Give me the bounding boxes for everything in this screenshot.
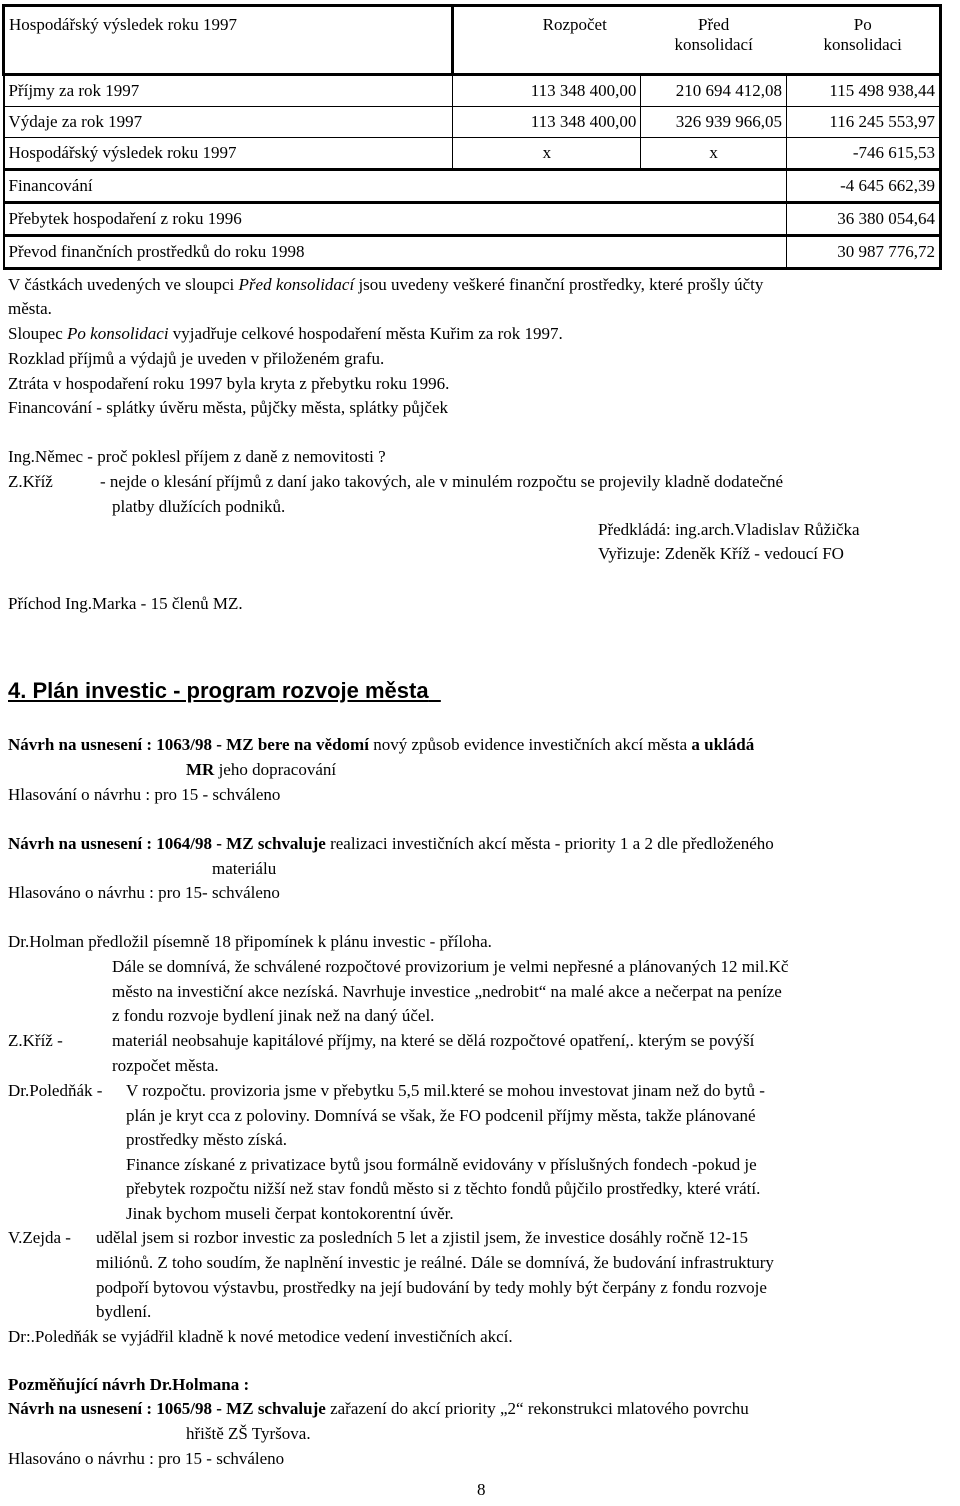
speaker-zejda: V.Zejda -	[8, 1228, 71, 1247]
table-row	[4, 170, 941, 203]
vote-1064: Hlasováno o návrhu : pro 15- schváleno	[8, 883, 280, 902]
holman-line-1: Dr.Holman předložil písemně 18 připomínek k plánu investic - příloha.	[8, 932, 492, 951]
table-row	[4, 75, 941, 107]
note-1-emph: Před konsolidací	[238, 275, 355, 294]
row-po: 115 498 938,44	[786, 75, 940, 107]
poled-line-2: plán je kryt cca z poloviny. Domnívá se však, že FO podcenil příjmy města, takže plánované	[126, 1106, 756, 1125]
table-header-row	[4, 6, 941, 75]
vyrizuje: Vyřizuje: Zdeněk Kříž - vedoucí FO	[598, 544, 844, 563]
row-rozpocet: 113 348 400,00	[453, 75, 641, 107]
answer-kriz-2: platby dlužících podniků.	[112, 497, 286, 516]
header-label: Hospodářský výsledek roku 1997	[4, 6, 453, 75]
row-pred: 210 694 412,08	[641, 75, 787, 107]
row-rozpocet: x	[453, 138, 641, 170]
speaker-poledňák: Dr.Poledňák -	[8, 1081, 103, 1100]
predklada: Předkládá: ing.arch.Vladislav Růžička	[598, 520, 860, 539]
header-pred: Před konsolidací	[641, 6, 787, 75]
note-1: V částkách uvedených ve sloupci Před konsolidací jsou uvedeny veškeré finanční prostředky, které prošly účty	[8, 275, 764, 294]
row-label: Výdaje za rok 1997	[4, 107, 453, 138]
kriz-line-2: rozpočet města.	[112, 1056, 219, 1075]
zejda-line-1: udělal jsem si rozbor investic za posledních 5 let a zjistil jsem, že investice dosáhly ročně 12-15	[96, 1228, 748, 1247]
speaker-kriz-2: Z.Kříž -	[8, 1031, 63, 1050]
zejda-line-3: podpoří bytovou výstavbu, prostředky na její budování by tedy mohly být čerpány z fondu rozvoje	[96, 1278, 767, 1297]
row-po: 116 245 553,97	[786, 107, 940, 138]
resolution-1064-cont: materiálu	[212, 859, 277, 878]
question-nemec: Ing.Němec - proč poklesl příjem z daně z nemovitosti ?	[8, 447, 386, 466]
table-row	[4, 203, 941, 236]
vote-1063: Hlasování o návrhu : pro 15 - schváleno	[8, 785, 281, 804]
resolution-1065: Návrh na usnesení : 1065/98 - MZ schvaluje zařazení do akcí priority „2“ rekonstrukci mlatového povrchu	[8, 1399, 749, 1418]
header-rozpocet: Rozpočet	[453, 6, 641, 75]
note-3: Rozklad příjmů a výdajů je uveden v přiloženém grafu.	[8, 349, 385, 368]
holman-line-3: město na investiční akce nezíská. Navrhuje investice „nedrobit“ na malé akce a nečerpat na peníze	[112, 982, 782, 1001]
kriz-line-1: materiál neobsahuje kapitálové příjmy, na které se dělá rozpočtové opatření,. kterým se povýší	[112, 1031, 755, 1050]
note-2: Sloupec Po konsolidaci vyjadřuje celkové hospodaření města Kuřim za rok 1997.	[8, 324, 563, 343]
poled-line-3: prostředky město získá.	[126, 1130, 287, 1149]
amendment-heading: Pozměňující návrh Dr.Holmana :	[8, 1375, 250, 1394]
row-po: 30 987 776,72	[786, 236, 940, 269]
header-po: Po konsolidaci	[786, 6, 940, 75]
row-pred	[641, 236, 787, 269]
row-label: Financování	[4, 170, 453, 203]
row-po: -4 645 662,39	[786, 170, 940, 203]
answer-kriz-1: - nejde o klesání příjmů z daní jako takových, ale v minulém rozpočtu se projevily kladně dodatečné	[100, 472, 784, 491]
note-5: Financování - splátky úvěru města, půjčky města, splátky půjček	[8, 398, 449, 417]
row-label: Příjmy za rok 1997	[4, 75, 453, 107]
section-heading: 4. Plán investic - program rozvoje města	[8, 678, 429, 703]
note-1-cont: města.	[8, 299, 52, 318]
budget-table	[2, 4, 942, 270]
row-pred	[641, 170, 787, 203]
table-row	[4, 107, 941, 138]
zejda-line-2: miliónů. Z toho soudím, že naplnění investic je reálné. Dále se domnívá, že budování infrastruktury	[96, 1253, 774, 1272]
resolution-1063-cont: MR jeho dopracování	[186, 760, 337, 779]
zejda-line-4: bydlení.	[96, 1302, 152, 1321]
resolution-1064: Návrh na usnesení : 1064/98 - MZ schvaluje realizaci investičních akcí města - priority 1 a 2 dle předloženého	[8, 834, 774, 853]
holman-line-2: Dále se domnívá, že schválené rozpočtové provizorium je velmi nepřesné a plánovaných 12 mil.Kč	[112, 957, 789, 976]
row-pred	[641, 203, 787, 236]
speaker-kriz: Z.Kříž	[8, 472, 53, 491]
row-po: 36 380 054,64	[786, 203, 940, 236]
row-rozpocet: 113 348 400,00	[453, 107, 641, 138]
poled-line-6: Jinak bychom museli čerpat kontokorentní úvěr.	[126, 1204, 454, 1223]
row-rozpocet	[453, 170, 641, 203]
table-row	[4, 236, 941, 269]
resolution-1065-cont: hřiště ZŠ Tyršova.	[186, 1424, 311, 1443]
row-rozpocet	[453, 203, 641, 236]
prichod: Příchod Ing.Marka - 15 členů MZ.	[8, 594, 243, 613]
poled-last: Dr:.Poledňák se vyjádřil kladně k nové metodice vedení investičních akcí.	[8, 1327, 513, 1346]
poled-line-1: V rozpočtu. provizoria jsme v přebytku 5,5 mil.které se mohou investovat jinam než do bytů -	[126, 1081, 765, 1100]
holman-line-4: z fondu rozvoje bydlení jinak než na daný účel.	[112, 1006, 435, 1025]
row-rozpocet	[453, 236, 641, 269]
row-pred: 326 939 966,05	[641, 107, 787, 138]
row-label: Přebytek hospodaření z roku 1996	[4, 203, 453, 236]
note-2-emph: Po konsolidaci	[67, 324, 169, 343]
note-4: Ztráta v hospodaření roku 1997 byla kryta z přebytku roku 1996.	[8, 374, 450, 393]
page-number: 8	[477, 1480, 486, 1499]
table-row	[4, 138, 941, 170]
row-label: Hospodářský výsledek roku 1997	[4, 138, 453, 170]
row-pred: x	[641, 138, 787, 170]
resolution-1063: Návrh na usnesení : 1063/98 - MZ bere na vědomí nový způsob evidence investičních akcí města a ukládá	[8, 735, 755, 754]
row-po: -746 615,53	[786, 138, 940, 170]
poled-line-5: přebytek rozpočtu nižší než stav fondů město si z těchto fondů půjčilo prostředky, které vrátí.	[126, 1179, 761, 1198]
row-label: Převod finančních prostředků do roku 1998	[4, 236, 453, 269]
vote-1065: Hlasováno o návrhu : pro 15 - schváleno	[8, 1449, 285, 1468]
poled-line-4: Finance získané z privatizace bytů jsou formálně evidovány v příslušných fondech -pokud je	[126, 1155, 757, 1174]
